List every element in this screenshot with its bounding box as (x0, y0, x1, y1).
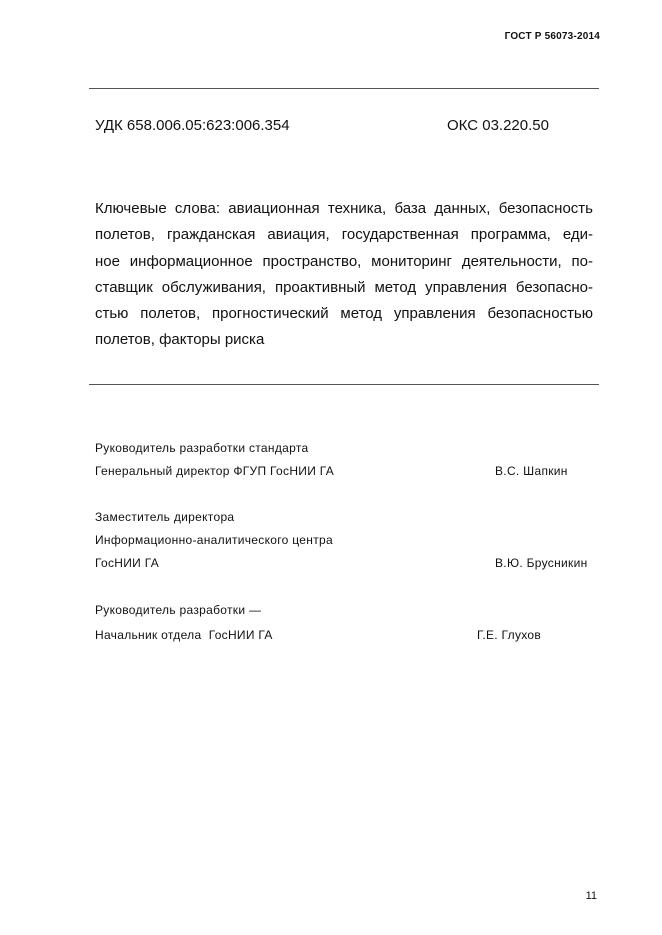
signatory-2-role: Заместитель директора (95, 510, 235, 524)
signatory-2-department: Информационно-аналитического центра (95, 533, 333, 547)
keywords-paragraph (95, 196, 593, 354)
keywords-line: полетов, гражданская авиация, государственная программа, еди- (95, 226, 593, 244)
bottom-divider (89, 384, 599, 385)
signatory-2-organization: ГосНИИ ГА (95, 556, 160, 570)
keywords-line: стью полетов, прогностический метод управления безопасностью (95, 305, 593, 323)
keywords-line: ное информационное пространство, мониторинг деятельности, по- (95, 252, 593, 270)
signatory-2-name: В.Ю. Брусникин (495, 556, 588, 570)
udk-code: УДК 658.006.05:623:006.354 (95, 117, 290, 134)
page-number: 11 (585, 890, 597, 902)
keywords-line: полетов, факторы риска (95, 331, 265, 349)
document-code: ГОСТ Р 56073-2014 (504, 31, 600, 42)
signatory-3-name: Г.Е. Глухов (477, 628, 542, 642)
signatory-1-role: Руководитель разработки стандарта (95, 441, 309, 455)
signatory-1-position: Генеральный директор ФГУП ГосНИИ ГА (95, 464, 335, 478)
top-divider (89, 88, 599, 89)
signatory-1-name: В.С. Шапкин (495, 464, 568, 478)
oks-code: ОКС 03.220.50 (447, 117, 549, 134)
keywords-line: ставщик обслуживания, проактивный метод управления безопасно- (95, 278, 593, 296)
signatory-3-position: Начальник отдела ГосНИИ ГА (95, 628, 273, 642)
signatory-3-role: Руководитель разработки — (95, 603, 262, 617)
keywords-line: Ключевые слова: авиационная техника, база данных, безопасность (95, 200, 593, 217)
